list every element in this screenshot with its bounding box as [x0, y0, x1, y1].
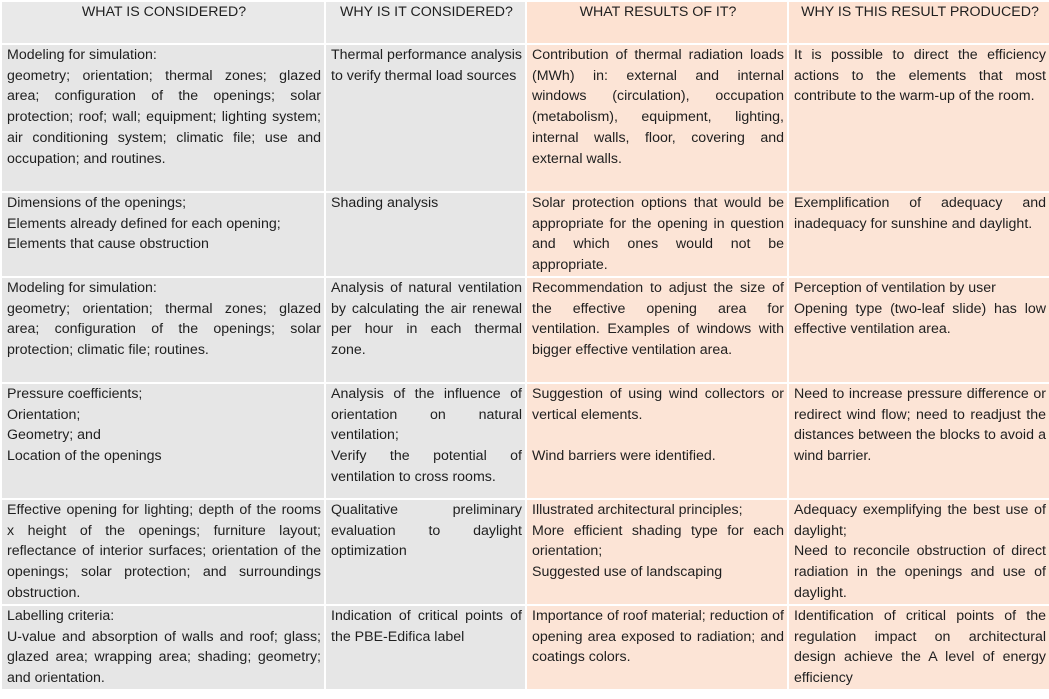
- cell-results: [526, 605, 788, 690]
- cell-line: Thermal performance analysis to verify thermal load sources: [331, 47, 522, 84]
- table-row: [1, 499, 1049, 605]
- cell-line: Need to increase pressure difference or redirect wind flow; need to readjust the distances between the blocks to avoid a wind barrier.: [794, 386, 1046, 465]
- cell-results: [526, 499, 788, 605]
- cell-line: It is possible to direct the efficiency actions to the elements that most contribute to the warm-up of the room.: [794, 47, 1046, 105]
- cell-why-result: [788, 277, 1049, 383]
- cell-line: Indication of critical points of the PBE-Edifica label: [331, 608, 522, 645]
- cell-line: Qualitative preliminary evaluation to daylight optimization: [331, 502, 522, 560]
- cell-why-result: [788, 499, 1049, 605]
- cell-line: Contribution of thermal radiation loads (MWh) in: external and internal windows (circulation), occupation (metabolism), equipment, lighting, internal walls, floor, covering and external walls.: [532, 47, 784, 167]
- cell-considered: [1, 277, 325, 383]
- cell-line: Analysis of natural ventilation by calculating the air renewal per hour in each thermal zone.: [331, 280, 522, 359]
- header-why-considered: WHY IS IT CONSIDERED?: [325, 1, 526, 44]
- cell-why: [325, 277, 526, 383]
- cell-line: Elements already defined for each opening;: [7, 215, 281, 232]
- cell-considered: [1, 383, 325, 499]
- cell-line: Wind barriers were identified.: [532, 448, 716, 465]
- cell-line: Elements that cause obstruction: [7, 236, 209, 253]
- cell-line: Modeling for simulation:: [7, 47, 157, 63]
- cell-why: [325, 192, 526, 277]
- cell-results: [526, 383, 788, 499]
- header-what-considered: WHAT IS CONSIDERED?: [1, 1, 325, 44]
- cell-considered: [1, 44, 325, 192]
- cell-line: Exemplification of adequacy and inadequacy for sunshine and daylight.: [794, 195, 1046, 232]
- cell-considered: [1, 192, 325, 277]
- cell-line: Identification of critical points of the regulation impact on architectural design achieve the A level of energy efficiency: [794, 608, 1046, 687]
- cell-line: Solar protection options that would be appropriate for the opening in question and which ones would not be appropriate.: [532, 195, 784, 274]
- cell-line: geometry; orientation; thermal zones; glazed area; configuration of the openings; solar protection; climatic file; routines.: [7, 300, 321, 359]
- cell-why-result: [788, 383, 1049, 499]
- header-why-result: WHY IS THIS RESULT PRODUCED?: [788, 1, 1049, 44]
- cell-line: More efficient shading type for each orientation;: [532, 522, 784, 560]
- cell-line: Need to reconcile obstruction of direct radiation in the openings and use of daylight.: [794, 543, 1046, 601]
- cell-line: Adequacy exemplifying the best use of daylight;: [794, 502, 1046, 539]
- cell-line: Illustrated architectural principles;: [532, 502, 743, 518]
- header-what-results: WHAT RESULTS OF IT?: [526, 1, 788, 44]
- table-row: [1, 383, 1049, 499]
- cell-line: Analysis of the influence of orientation on natural ventilation;: [331, 386, 522, 444]
- cell-why: [325, 44, 526, 192]
- cell-line: Verify the potential of ventilation to cross rooms.: [331, 448, 522, 485]
- cell-results: [526, 277, 788, 383]
- cell-line: Recommendation to adjust the size of the effective opening area for ventilation. Examples of windows with bigger effective ventilation area.: [532, 280, 784, 359]
- cell-spacer: [532, 425, 784, 446]
- table-row: [1, 277, 1049, 383]
- cell-considered: [1, 605, 325, 690]
- header-row: [1, 1, 1049, 44]
- cell-why: [325, 383, 526, 499]
- cell-line: U-value and absorption of walls and roof; glass; glazed area; wrapping area; shading; geometry; and orientation.: [7, 628, 321, 687]
- cell-line: Importance of roof material; reduction of opening area exposed to radiation; and coatings colors.: [532, 608, 784, 666]
- cell-line: Pressure coefficients;: [7, 386, 143, 402]
- cell-why: [325, 499, 526, 605]
- table-row: [1, 192, 1049, 277]
- cell-line: Orientation;: [7, 406, 81, 423]
- cell-results: [526, 44, 788, 192]
- cell-line: Geometry; and: [7, 427, 101, 444]
- cell-why-result: [788, 44, 1049, 192]
- cell-considered: [1, 499, 325, 605]
- cell-why-result: [788, 192, 1049, 277]
- cell-line: Opening type (two-leaf slide) has low effective ventilation area.: [794, 300, 1046, 338]
- cell-line: Location of the openings: [7, 448, 162, 465]
- cell-line: Modeling for simulation:: [7, 280, 157, 296]
- cell-why: [325, 605, 526, 690]
- cell-line: Shading analysis: [331, 195, 439, 211]
- cell-why-result: [788, 605, 1049, 690]
- cell-line: geometry; orientation; thermal zones; glazed area; configuration of the openings; solar protection; roof; wall; equipment; lighting system; air conditioning system; climatic file; use and occupation; and routines.: [7, 67, 321, 167]
- cell-line: Effective opening for lighting; depth of the rooms x height of the openings; furniture layout; reflectance of interior surfaces; orientation of the openings; solar protection; and surroundings obstruction.: [7, 502, 321, 601]
- cell-results: [526, 192, 788, 277]
- cell-line: Suggested use of landscaping: [532, 564, 723, 581]
- cell-line: Dimensions of the openings;: [7, 195, 187, 211]
- table-row: [1, 605, 1049, 690]
- cell-line: Perception of ventilation by user: [794, 280, 996, 296]
- table-row: [1, 44, 1049, 192]
- cell-line: Suggestion of using wind collectors or vertical elements.: [532, 386, 784, 423]
- cell-line: Labelling criteria:: [7, 608, 115, 624]
